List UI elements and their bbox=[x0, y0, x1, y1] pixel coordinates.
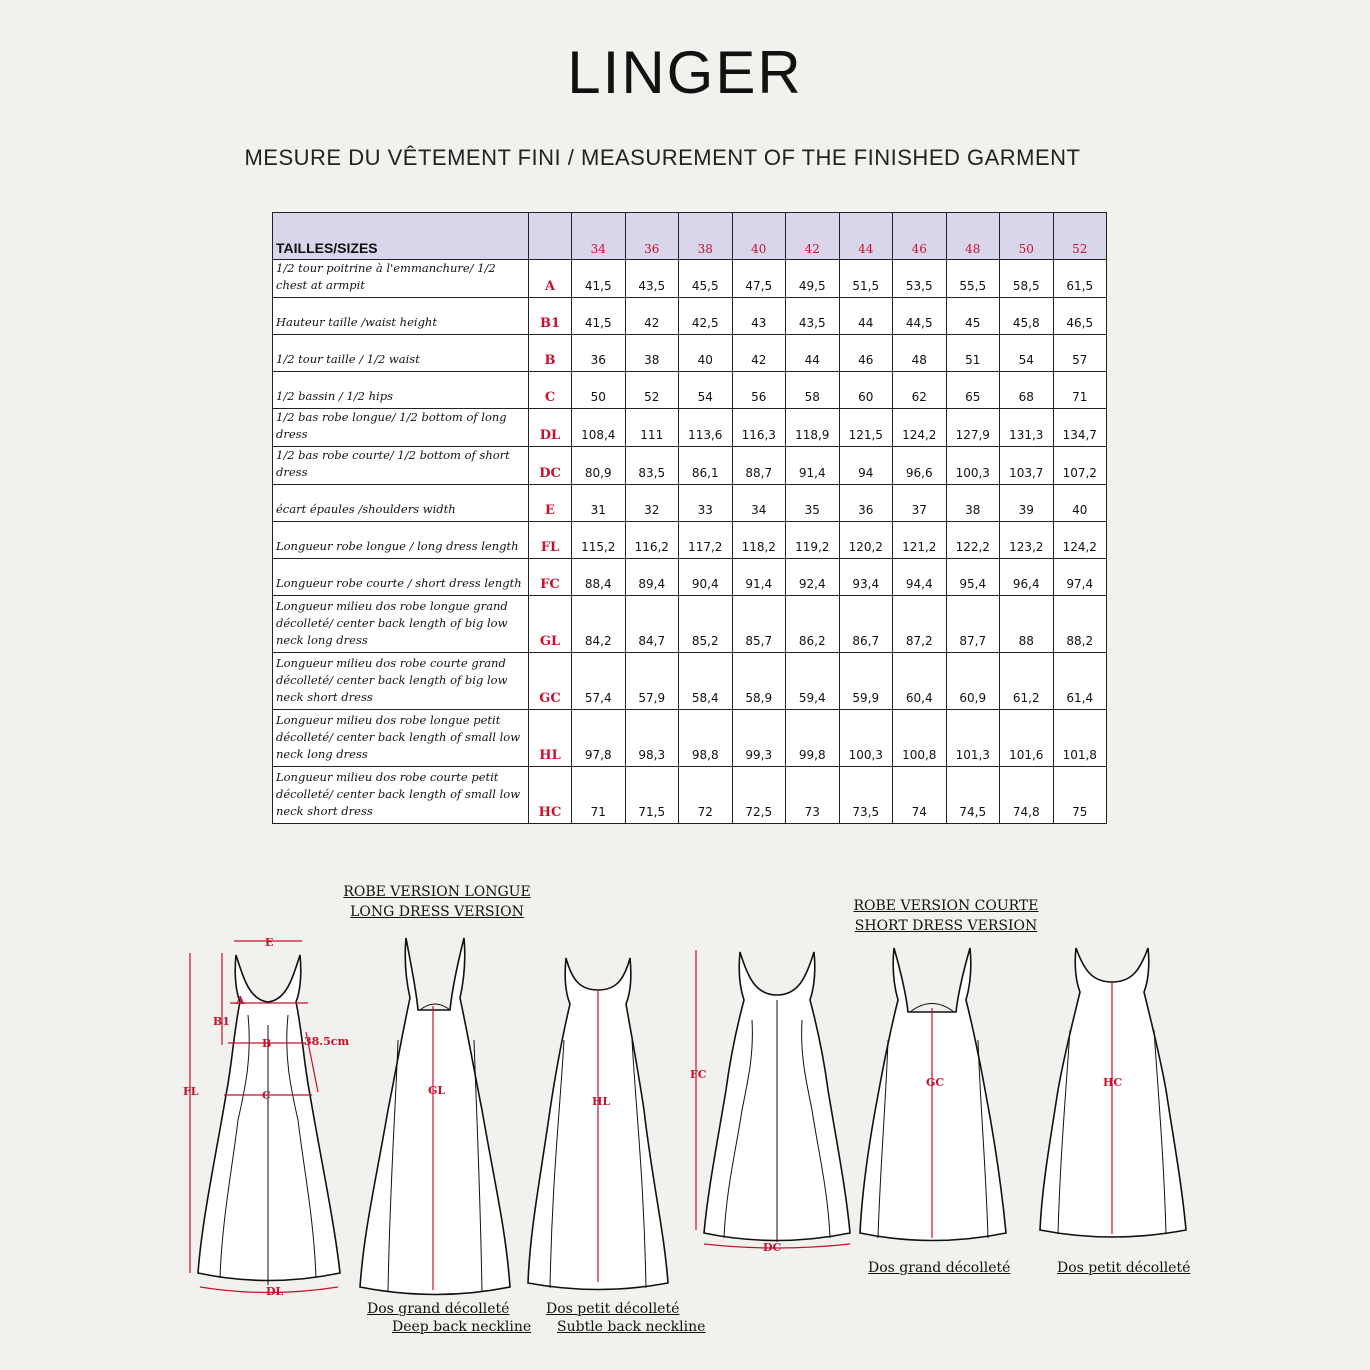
measurement-value: 134,7 bbox=[1053, 409, 1107, 447]
measurement-value: 32 bbox=[625, 485, 679, 522]
measurement-value: 93,4 bbox=[839, 559, 893, 596]
measurement-value: 88,7 bbox=[732, 447, 786, 485]
measurement-value: 91,4 bbox=[786, 447, 840, 485]
row-code: GL bbox=[529, 596, 572, 653]
size-header: 50 bbox=[1000, 213, 1054, 260]
measurement-value: 120,2 bbox=[839, 522, 893, 559]
table-row bbox=[273, 653, 1107, 710]
label-FC: FC bbox=[690, 1068, 707, 1081]
measurement-value: 55,5 bbox=[946, 260, 1000, 298]
measurement-value: 42 bbox=[625, 298, 679, 335]
measurement-value: 72 bbox=[679, 767, 733, 824]
measurement-value: 57,9 bbox=[625, 653, 679, 710]
size-header: 42 bbox=[786, 213, 840, 260]
measurement-value: 46 bbox=[839, 335, 893, 372]
measurement-value: 38 bbox=[946, 485, 1000, 522]
measurement-value: 113,6 bbox=[679, 409, 733, 447]
measurement-value: 36 bbox=[572, 335, 626, 372]
measurement-value: 101,6 bbox=[1000, 710, 1054, 767]
measurement-value: 47,5 bbox=[732, 260, 786, 298]
table-row bbox=[273, 409, 1107, 447]
measurement-value: 71,5 bbox=[625, 767, 679, 824]
table-row bbox=[273, 372, 1107, 409]
measurement-value: 56 bbox=[732, 372, 786, 409]
row-label: Longueur milieu dos robe longue grand décolleté/ center back length of big low neck long dress bbox=[273, 596, 529, 653]
caption-long-subtle-fr: Dos petit décolleté bbox=[546, 1301, 680, 1317]
measurement-value: 61,5 bbox=[1053, 260, 1107, 298]
measurement-value: 51 bbox=[946, 335, 1000, 372]
measurement-value: 123,2 bbox=[1000, 522, 1054, 559]
label-DC: DC bbox=[763, 1241, 782, 1254]
measurement-value: 97,8 bbox=[572, 710, 626, 767]
caption-short-subtle-fr: Dos petit décolleté bbox=[1057, 1260, 1191, 1276]
measurement-value: 99,3 bbox=[732, 710, 786, 767]
caption-long-subtle-en: Subtle back neckline bbox=[557, 1319, 706, 1335]
row-label: Longueur milieu dos robe courte grand décolleté/ center back length of big low neck short dress bbox=[273, 653, 529, 710]
measurement-value: 44 bbox=[839, 298, 893, 335]
measurement-value: 51,5 bbox=[839, 260, 893, 298]
row-label: écart épaules /shoulders width bbox=[273, 485, 529, 522]
measurement-value: 46,5 bbox=[1053, 298, 1107, 335]
measurement-value: 45,8 bbox=[1000, 298, 1054, 335]
measurement-value: 38 bbox=[625, 335, 679, 372]
size-header: 36 bbox=[625, 213, 679, 260]
table-row bbox=[273, 767, 1107, 824]
size-header: 38 bbox=[679, 213, 733, 260]
measurement-value: 116,2 bbox=[625, 522, 679, 559]
measurement-value: 60,4 bbox=[893, 653, 947, 710]
row-label: 1/2 tour taille / 1/2 waist bbox=[273, 335, 529, 372]
measurement-value: 116,3 bbox=[732, 409, 786, 447]
label-B: B bbox=[262, 1037, 272, 1050]
measurement-value: 48 bbox=[893, 335, 947, 372]
short-version-fr: ROBE VERSION COURTE bbox=[853, 898, 1039, 914]
measurement-value: 100,8 bbox=[893, 710, 947, 767]
measurement-value: 37 bbox=[893, 485, 947, 522]
long-front-dress bbox=[183, 936, 349, 1298]
measurement-value: 40 bbox=[679, 335, 733, 372]
table-row bbox=[273, 298, 1107, 335]
long-version-en: LONG DRESS VERSION bbox=[350, 904, 524, 920]
measurement-value: 52 bbox=[625, 372, 679, 409]
measurement-value: 98,8 bbox=[679, 710, 733, 767]
measurement-value: 111 bbox=[625, 409, 679, 447]
sizes-header: TAILLES/SIZES bbox=[273, 213, 529, 260]
label-B1: B1 bbox=[213, 1015, 230, 1028]
measurement-value: 86,1 bbox=[679, 447, 733, 485]
row-code: B1 bbox=[529, 298, 572, 335]
table-row bbox=[273, 447, 1107, 485]
measurement-value: 98,3 bbox=[625, 710, 679, 767]
size-header: 44 bbox=[839, 213, 893, 260]
table-row bbox=[273, 522, 1107, 559]
table-row bbox=[273, 335, 1107, 372]
measurement-value: 89,4 bbox=[625, 559, 679, 596]
row-code: B bbox=[529, 335, 572, 372]
measurement-value: 45,5 bbox=[679, 260, 733, 298]
row-label: 1/2 bas robe courte/ 1/2 bottom of short dress bbox=[273, 447, 529, 485]
measurement-value: 41,5 bbox=[572, 298, 626, 335]
row-code: FC bbox=[529, 559, 572, 596]
long-back-subtle-dress bbox=[528, 958, 668, 1290]
measurement-value: 58 bbox=[786, 372, 840, 409]
row-label: Longueur robe courte / short dress length bbox=[273, 559, 529, 596]
short-front-dress bbox=[690, 950, 850, 1254]
table-header-row bbox=[273, 213, 1107, 260]
measurement-value: 49,5 bbox=[786, 260, 840, 298]
row-label: 1/2 tour poitrine à l'emmanchure/ 1/2 chest at armpit bbox=[273, 260, 529, 298]
table-row bbox=[273, 260, 1107, 298]
measurement-value: 40 bbox=[1053, 485, 1107, 522]
measurement-value: 117,2 bbox=[679, 522, 733, 559]
measurement-value: 54 bbox=[679, 372, 733, 409]
caption-short-deep-fr: Dos grand décolleté bbox=[868, 1260, 1011, 1276]
measurement-value: 99,8 bbox=[786, 710, 840, 767]
size-chart-table bbox=[272, 212, 1107, 824]
label-GL: GL bbox=[428, 1084, 446, 1097]
measurement-value: 33 bbox=[679, 485, 733, 522]
measurement-value: 88,4 bbox=[572, 559, 626, 596]
measurement-value: 92,4 bbox=[786, 559, 840, 596]
measurement-value: 60,9 bbox=[946, 653, 1000, 710]
table-row bbox=[273, 710, 1107, 767]
label-side-length: 38.5cm bbox=[304, 1035, 350, 1048]
label-E: E bbox=[265, 936, 274, 949]
measurement-value: 75 bbox=[1053, 767, 1107, 824]
measurement-value: 59,4 bbox=[786, 653, 840, 710]
measurement-value: 74,5 bbox=[946, 767, 1000, 824]
measurement-value: 60 bbox=[839, 372, 893, 409]
measurement-value: 95,4 bbox=[946, 559, 1000, 596]
measurement-value: 68 bbox=[1000, 372, 1054, 409]
measurement-value: 101,3 bbox=[946, 710, 1000, 767]
measurement-value: 80,9 bbox=[572, 447, 626, 485]
row-label: Longueur milieu dos robe courte petit décolleté/ center back length of small low neck short dress bbox=[273, 767, 529, 824]
size-header: 48 bbox=[946, 213, 1000, 260]
measurement-value: 83,5 bbox=[625, 447, 679, 485]
measurement-value: 44 bbox=[786, 335, 840, 372]
measurement-value: 86,2 bbox=[786, 596, 840, 653]
measurement-value: 88,2 bbox=[1053, 596, 1107, 653]
measurement-value: 57,4 bbox=[572, 653, 626, 710]
measurement-value: 58,4 bbox=[679, 653, 733, 710]
measurement-value: 91,4 bbox=[732, 559, 786, 596]
measurement-value: 85,7 bbox=[732, 596, 786, 653]
measurement-value: 58,5 bbox=[1000, 260, 1054, 298]
measurement-value: 35 bbox=[786, 485, 840, 522]
row-label: Hauteur taille /waist height bbox=[273, 298, 529, 335]
table-row bbox=[273, 485, 1107, 522]
measurement-value: 94,4 bbox=[893, 559, 947, 596]
measurement-value: 121,5 bbox=[839, 409, 893, 447]
measurement-value: 74 bbox=[893, 767, 947, 824]
measurement-value: 119,2 bbox=[786, 522, 840, 559]
short-back-deep-dress bbox=[860, 948, 1006, 1241]
caption-long-deep-fr: Dos grand décolleté bbox=[367, 1301, 510, 1317]
row-code: FL bbox=[529, 522, 572, 559]
measurement-value: 118,9 bbox=[786, 409, 840, 447]
table-row bbox=[273, 596, 1107, 653]
code-header bbox=[529, 213, 572, 260]
label-DL: DL bbox=[266, 1285, 284, 1298]
measurement-value: 43,5 bbox=[625, 260, 679, 298]
measurement-value: 54 bbox=[1000, 335, 1054, 372]
label-HL: HL bbox=[592, 1095, 611, 1108]
measurement-value: 122,2 bbox=[946, 522, 1000, 559]
row-code: DC bbox=[529, 447, 572, 485]
measurement-value: 39 bbox=[1000, 485, 1054, 522]
measurement-value: 73,5 bbox=[839, 767, 893, 824]
label-A: A bbox=[236, 994, 245, 1007]
measurement-value: 45 bbox=[946, 298, 1000, 335]
measurement-value: 90,4 bbox=[679, 559, 733, 596]
measurement-value: 96,4 bbox=[1000, 559, 1054, 596]
measurement-value: 31 bbox=[572, 485, 626, 522]
dress-diagrams bbox=[0, 880, 1370, 1350]
row-label: Longueur robe longue / long dress length bbox=[273, 522, 529, 559]
measurement-value: 100,3 bbox=[839, 710, 893, 767]
page-subtitle: MESURE DU VÊTEMENT FINI / MEASUREMENT OF THE FINISHED GARMENT bbox=[244, 145, 1081, 170]
measurement-value: 74,8 bbox=[1000, 767, 1054, 824]
measurement-value: 131,3 bbox=[1000, 409, 1054, 447]
row-code: GC bbox=[529, 653, 572, 710]
row-label: Longueur milieu dos robe longue petit décolleté/ center back length of small low neck long dress bbox=[273, 710, 529, 767]
size-header: 52 bbox=[1053, 213, 1107, 260]
measurement-value: 44,5 bbox=[893, 298, 947, 335]
row-code: C bbox=[529, 372, 572, 409]
measurement-value: 94 bbox=[839, 447, 893, 485]
measurement-value: 115,2 bbox=[572, 522, 626, 559]
row-code: A bbox=[529, 260, 572, 298]
row-label: 1/2 bas robe longue/ 1/2 bottom of long dress bbox=[273, 409, 529, 447]
measurement-value: 53,5 bbox=[893, 260, 947, 298]
label-FL: FL bbox=[183, 1085, 199, 1098]
long-back-deep-dress bbox=[360, 938, 510, 1295]
row-code: HC bbox=[529, 767, 572, 824]
measurement-value: 61,4 bbox=[1053, 653, 1107, 710]
size-header: 34 bbox=[572, 213, 626, 260]
measurement-value: 97,4 bbox=[1053, 559, 1107, 596]
measurement-value: 61,2 bbox=[1000, 653, 1054, 710]
measurement-value: 43,5 bbox=[786, 298, 840, 335]
measurement-value: 59,9 bbox=[839, 653, 893, 710]
measurement-value: 108,4 bbox=[572, 409, 626, 447]
long-version-fr: ROBE VERSION LONGUE bbox=[343, 884, 531, 900]
size-header: 46 bbox=[893, 213, 947, 260]
measurement-value: 124,2 bbox=[1053, 522, 1107, 559]
measurement-value: 87,2 bbox=[893, 596, 947, 653]
label-GC: GC bbox=[926, 1076, 945, 1089]
measurement-value: 84,2 bbox=[572, 596, 626, 653]
measurement-value: 100,3 bbox=[946, 447, 1000, 485]
measurement-value: 34 bbox=[732, 485, 786, 522]
label-HC: HC bbox=[1103, 1076, 1123, 1089]
size-header: 40 bbox=[732, 213, 786, 260]
caption-long-deep-en: Deep back neckline bbox=[392, 1319, 532, 1335]
measurement-value: 43 bbox=[732, 298, 786, 335]
measurement-value: 85,2 bbox=[679, 596, 733, 653]
measurement-value: 36 bbox=[839, 485, 893, 522]
measurement-value: 96,6 bbox=[893, 447, 947, 485]
short-version-en: SHORT DRESS VERSION bbox=[854, 918, 1038, 934]
measurement-value: 84,7 bbox=[625, 596, 679, 653]
measurement-value: 73 bbox=[786, 767, 840, 824]
measurement-value: 42,5 bbox=[679, 298, 733, 335]
brand-title: LINGER bbox=[567, 39, 803, 106]
row-code: DL bbox=[529, 409, 572, 447]
measurement-value: 87,7 bbox=[946, 596, 1000, 653]
row-code: HL bbox=[529, 710, 572, 767]
measurement-value: 41,5 bbox=[572, 260, 626, 298]
measurement-value: 127,9 bbox=[946, 409, 1000, 447]
measurement-value: 42 bbox=[732, 335, 786, 372]
measurement-value: 118,2 bbox=[732, 522, 786, 559]
measurement-value: 50 bbox=[572, 372, 626, 409]
measurement-value: 88 bbox=[1000, 596, 1054, 653]
measurement-value: 86,7 bbox=[839, 596, 893, 653]
measurement-value: 58,9 bbox=[732, 653, 786, 710]
measurement-value: 62 bbox=[893, 372, 947, 409]
measurement-value: 57 bbox=[1053, 335, 1107, 372]
measurement-value: 65 bbox=[946, 372, 1000, 409]
row-code: E bbox=[529, 485, 572, 522]
table-row bbox=[273, 559, 1107, 596]
measurement-value: 107,2 bbox=[1053, 447, 1107, 485]
measurement-value: 101,8 bbox=[1053, 710, 1107, 767]
measurement-value: 121,2 bbox=[893, 522, 947, 559]
measurement-value: 124,2 bbox=[893, 409, 947, 447]
measurement-value: 72,5 bbox=[732, 767, 786, 824]
measurement-value: 103,7 bbox=[1000, 447, 1054, 485]
row-label: 1/2 bassin / 1/2 hips bbox=[273, 372, 529, 409]
label-C: C bbox=[262, 1089, 271, 1102]
short-back-subtle-dress bbox=[1040, 948, 1186, 1237]
measurement-value: 71 bbox=[572, 767, 626, 824]
measurement-value: 71 bbox=[1053, 372, 1107, 409]
